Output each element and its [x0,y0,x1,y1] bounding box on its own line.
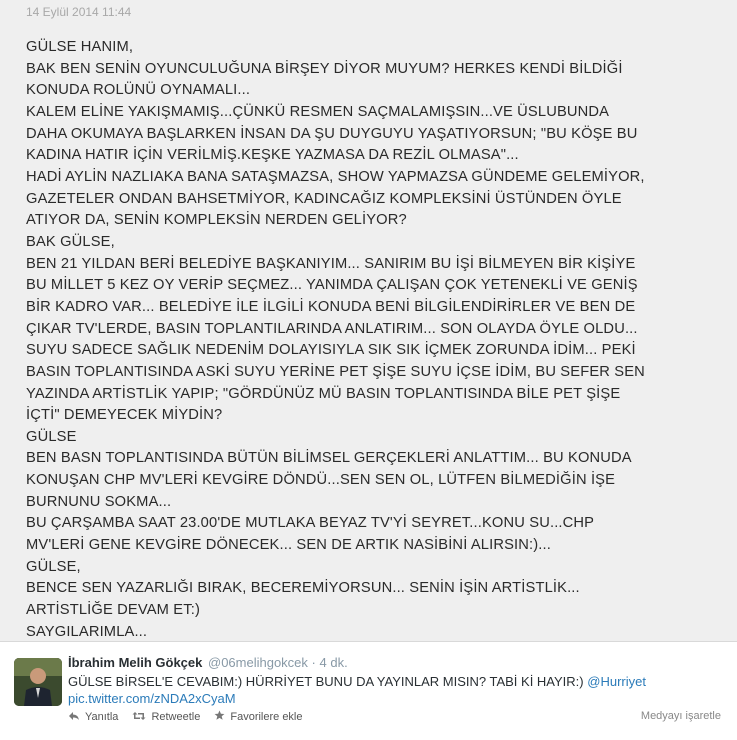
tweet-text [68,673,708,707]
letter-line: İÇTİ" DEMEYECEK MİYDİN? [26,407,223,424]
reply-label: Yanıtla [85,711,119,723]
letter-line: ATIYOR DA, SENİN KOMPLEKSİN NERDEN GELİYOR? [26,212,407,229]
letter-line: GÜLSE, [26,558,81,575]
letter-line: HADİ AYLİN NAZLIAKA BANA SATAŞMAZSA, SHOW YAPMAZSA GÜNDEME GELEMİYOR, [26,168,645,185]
tweet-body: GÜLSE BİRSEL'E CEVABIM:) HÜRRİYET BUNU DA YAYINLAR MISIN? TABİ Kİ HAYIR:) [68,674,584,689]
letter-line: BU MİLLET 5 KEZ OY VERİP SEÇMEZ... YANIMDA ÇALIŞAN ÇOK YETENEKLİ VE GENİŞ [26,277,638,294]
letter-line: GÜLSE HANIM, [26,39,134,55]
retweet-icon [132,711,146,724]
avatar[interactable] [14,658,62,706]
time-separator: · [311,655,316,670]
tweet-actions [68,710,317,724]
letter-line: BURNUNU SOKMA... [26,493,172,510]
star-icon [214,710,225,724]
reply-icon [68,711,80,724]
letter-line: BEN 21 YILDAN BERİ BELEDİYE BAŞKANIYIM... SANIRIM BU İŞİ BİLMEYEN BİR KİŞİYE [26,255,636,272]
retweet-label: Retweetle [151,711,201,723]
favorite-button[interactable] [214,710,302,724]
reply-button[interactable] [68,711,118,724]
letter-line: GAZETELER ONDAN BAHSETMİYOR, KADINCAĞIZ KOMPLEKSİNİ ÜSTÜNDEN ÖYLE [26,190,622,207]
letter-line: YAZINDA ARTİSTLİK YAPIP; "GÖRDÜNÜZ MÜ BASIN TOPLANTISINDA BİLE PET ŞİŞE [26,385,621,402]
letter-line: SUYU SADECE SAĞLIK NEDENİM DOLAYISIYLA SIK SIK İÇMEK ZORUNDA İDİM... PEKİ [26,342,636,359]
retweet-button[interactable] [132,711,200,724]
tweet-time[interactable]: 4 dk. [319,655,348,670]
tweet-header [68,655,348,670]
letter-line: KONUŞAN CHP MV'LERİ KEVGİRE DÖNDÜ...SEN SEN OL, LÜTFEN BİLMEDİĞİN İŞE [26,472,616,489]
media-link[interactable]: pic.twitter.com/zNDA2xCyaM [68,691,236,706]
author-handle[interactable]: @06melihgokcek [208,655,308,670]
letter-line: KADINA HATIR İÇİN VERİLMİŞ.KEŞKE YAZMASA DA REZİL OLMASA"... [26,147,519,164]
letter-line: MV'LERİ GENE KEVGİRE DÖNECEK... SEN DE ARTIK NASİBİNİ ALIRSIN:)... [26,537,551,554]
image-timestamp: 14 Eylül 2014 11:44 [26,5,132,19]
letter-text [26,37,726,642]
letter-line: BU ÇARŞAMBA SAAT 23.00'DE MUTLAKA BEYAZ TV'Yİ SEYRET...KONU SU...CHP [26,515,595,532]
letter-line: GÜLSE [26,428,77,445]
letter-line: BAK BEN SENİN OYUNCULUĞUNA BİRŞEY DİYOR MUYUM? HERKES KENDİ BİLDİĞİ [26,60,623,77]
letter-line: KONUDA ROLÜNÜ OYNAMALI... [26,82,251,99]
mention-link[interactable]: @Hurriyet [587,674,646,689]
flag-media-link[interactable]: Medyayı işaretle [640,710,721,722]
letter-line: BEN BASN TOPLANTISINDA BÜTÜN BİLİMSEL GERÇEKLERİ ANLATTIM... BU KONUDA [26,450,632,467]
letter-line: ARTİSTLİĞE DEVAM ET:) [26,602,200,619]
letter-line: BİR KADRO VAR... BELEDİYE İLE İLGİLİ KONUDA BENİ BİLGİLENDİRİRLER VE BEN DE [26,298,636,315]
author-name[interactable]: İbrahim Melih Gökçek [68,655,203,670]
favorite-label: Favorilere ekle [230,711,303,723]
letter-line: BAK GÜLSE, [26,233,115,250]
letter-line: BASIN TOPLANTISINDA ASKİ SUYU YERİNE PET ŞİŞE SUYU İÇSE İDİM, BU SEFER SEN [26,363,645,380]
tweet [0,642,737,740]
letter-line: KALEM ELİNE YAKIŞMAMIŞ...ÇÜNKÜ RESMEN SAÇMALAMIŞSIN...VE ÜSLUBUNDA [26,103,610,120]
letter-line: SAYGILARIMLA... [26,623,148,640]
letter-line: ÇIKAR TV'LERDE, BASIN TOPLANTILARINDA ANLATIRIM... SON OLAYDA ÖYLE OLDU... [26,320,638,337]
letter-line: BENCE SEN YAZARLIĞI BIRAK, BECEREMİYORSUN... SENİN İŞİN ARTİSTLİK... [26,580,580,597]
letter-line: DAHA OKUMAYA BAŞLARKEN İNSAN DA ŞU DUYGUYU YAŞATIYORSUN; "BU KÖŞE BU [26,125,638,142]
